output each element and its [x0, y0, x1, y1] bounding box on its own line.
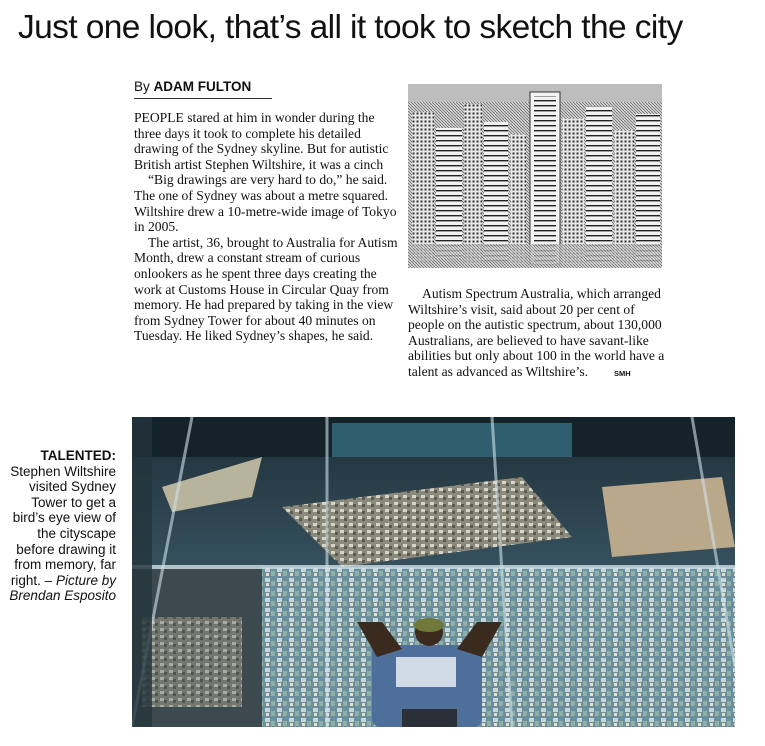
sydney-tower-photo	[132, 417, 735, 727]
caption-label: TALENTED:	[40, 448, 116, 463]
source-credit: SMH	[614, 368, 631, 378]
photo-credit: Picture by Brendan Esposito	[9, 572, 116, 604]
paragraph: “Big drawings are very hard to do,” he said. The one of Sydney was about a metre squared. Wiltshire drew a 10-metre-wide image of Tokyo in 2005.	[134, 172, 397, 235]
paragraph: The artist, 36, brought to Australia for Autism Month, drew a constant stream of curious onlookers as he spent three days creating the work at Customs House in Circular Quay from memory. He had prepared by taking in the view from Sydney Tower for about 40 minutes on Tuesday. He liked Sydney’s shapes, he said.	[134, 234, 398, 344]
byline-author: ADAM FULTON	[153, 79, 252, 94]
paragraph-text: Autism Spectrum Australia, which arranged Wiltshire’s visit, said about 20 per cent of people on the autistic spectrum, about 130,000 Australians, are believed to have savant-like abilities but only about 100 in the world have a talent as advanced as Wiltshire’s.	[408, 286, 665, 379]
article-column-2	[408, 286, 666, 382]
caption-text: Stephen Wiltshire visited Sydney Tower to get a bird’s eye view of the cityscape before drawing it from memory, far right. –	[10, 463, 116, 588]
headline: Just one look, that’s all it took to sketch the city	[18, 9, 683, 46]
byline-prefix: By	[134, 79, 154, 94]
photo-caption	[6, 448, 116, 604]
paragraph: PEOPLE stared at him in wonder during the three days it took to complete his detailed drawing of the Sydney skyline. But for autistic British artist Stephen Wiltshire, it was a cinch	[134, 110, 389, 172]
article-column-1	[134, 110, 399, 344]
skyline-sketch-image	[408, 84, 662, 268]
byline	[134, 78, 272, 99]
paragraph	[408, 286, 666, 382]
